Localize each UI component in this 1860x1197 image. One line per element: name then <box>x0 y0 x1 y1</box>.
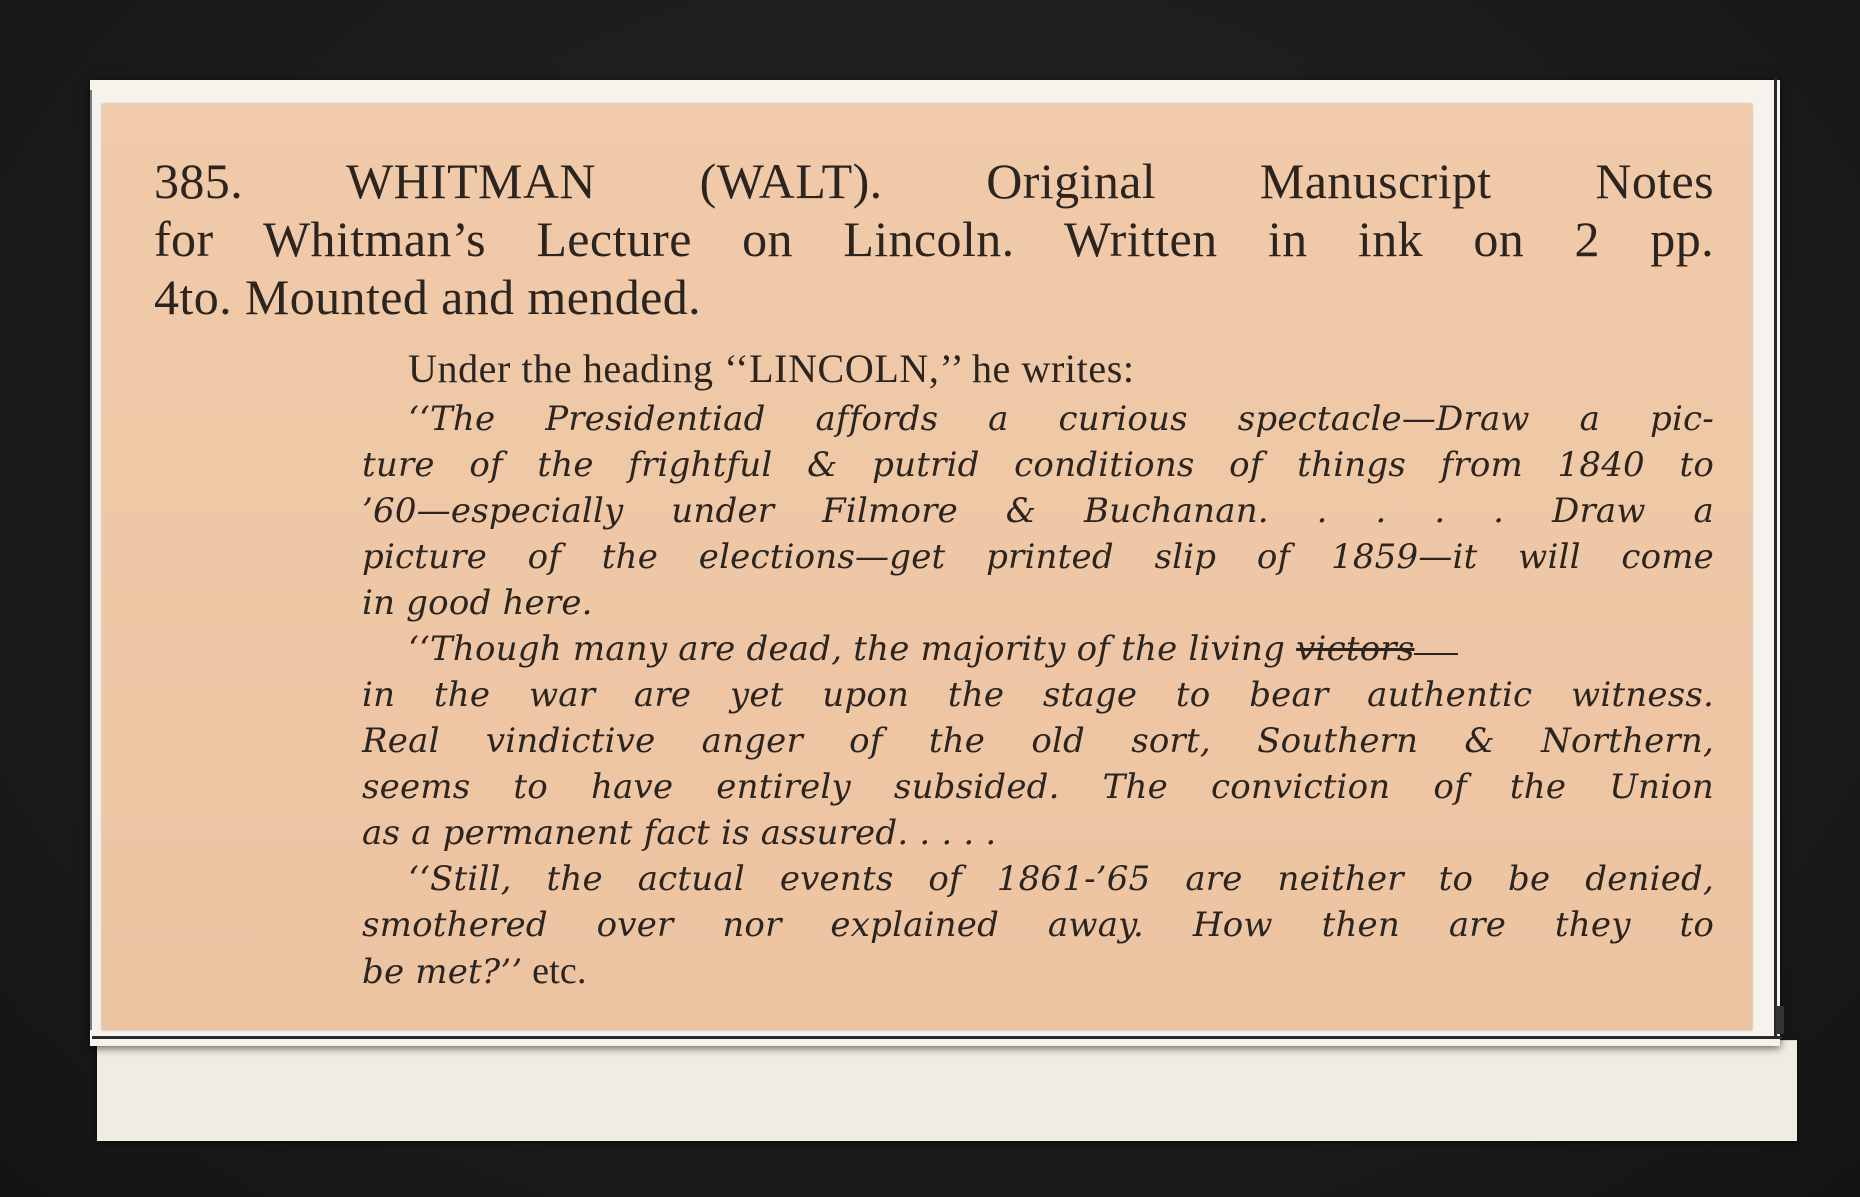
quote-line: seems to have entirely subsided. The conviction of the Union <box>362 767 1714 807</box>
mount-edge-right <box>1774 78 1777 1038</box>
heading-line: for Whitman’s Lecture on Lincoln. Written in ink on 2 pp. <box>154 211 1714 267</box>
lot-heading <box>154 152 1714 326</box>
mount-edge-bottom <box>92 1036 1782 1039</box>
catalog-clipping <box>102 104 1752 1030</box>
quote-line <box>362 948 1714 994</box>
quote-line-text: ‘‘Though many are dead, the majority of the living <box>408 629 1297 669</box>
mounting-card-strip <box>97 1040 1797 1141</box>
quote-line: as a permanent fact is assured. . . . . <box>362 813 997 853</box>
quote-line <box>362 626 1714 672</box>
heading-line: 4to. Mounted and mended. <box>154 269 702 325</box>
corner-mark <box>1776 1006 1784 1034</box>
quote-last-italic: be met?’’ <box>362 952 523 992</box>
mount-edge-left <box>90 90 92 1030</box>
quote-line: in good here. <box>362 583 593 623</box>
struck-word <box>1296 629 1414 669</box>
quote-last-upright: etc. <box>522 950 587 992</box>
intro-text: Under the heading ‘‘LINCOLN,’’ he writes: <box>408 346 1135 391</box>
strike-tail <box>1414 653 1458 655</box>
quote-line: Real vindictive anger of the old sort, Southern & Northern, <box>362 721 1714 761</box>
quoted-notes <box>362 396 1714 994</box>
struck-word-text: victors <box>1296 629 1415 669</box>
quote-line: smothered over nor explained away. How then are they to <box>362 905 1714 945</box>
quote-line: ture of the frightful & putrid conditions of things from 1840 to <box>362 445 1714 485</box>
quote-line: picture of the elections—get printed slip of 1859—it will come <box>362 537 1714 577</box>
quote-line: ’60—especially under Filmore & Buchanan. . . . . Draw a <box>362 491 1714 531</box>
quote-line: ‘‘Still, the actual events of 1861-’65 are neither to be denied, <box>408 859 1714 899</box>
quote-line: ‘‘The Presidentiad affords a curious spectacle—Draw a pic- <box>408 399 1714 439</box>
quote-line: in the war are yet upon the stage to bear authentic witness. <box>362 675 1714 715</box>
heading-line: 385. WHITMAN (WALT). Original Manuscript Notes <box>154 153 1714 209</box>
